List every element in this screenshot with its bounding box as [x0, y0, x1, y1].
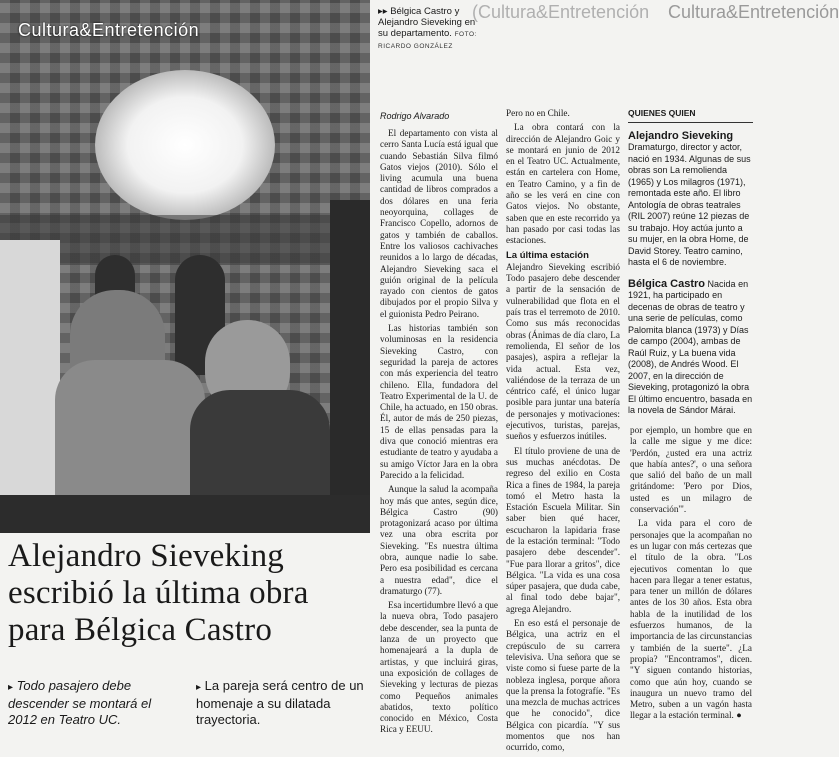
triangle-bullet-icon: ▸	[196, 682, 202, 693]
triangle-bullet-icon: ▸	[8, 682, 14, 693]
credit-label: FOTO:	[454, 31, 477, 38]
chandelier-light	[95, 70, 275, 220]
caption-text: Bélgica Castro y Alejandro Sieveking en su departamento.	[378, 6, 476, 39]
subheading: La última estación	[506, 249, 589, 261]
bleed-through-section: Cultura&Entretención	[668, 2, 839, 22]
bleed-through-title: (Cultura&Entretención	[472, 2, 650, 22]
paragraph: La vida para el coro de personajes que la acompañan no es un lugar con más certezas que el título de la obra. "Los ejecutivos comentan lo que hacen para llegar a tener estatus, para tener un millón de dólares antes de los 30 años. Esta obra habla de la inutilidad de los esfuerzos humanos, de la importancia de las circunstancias y también de la suerte". ¿La propia? "Encontramos", dicen. "Y siguen contando historias, como que aún hoy, cuando se inaugura un nuevo tramo del Metro, suben a un vagón hasta llegar a la estación terminal. ●	[630, 518, 752, 721]
article-column-3	[630, 425, 752, 725]
article-column-1	[380, 128, 498, 739]
profile-text: Dramaturgo, director y actor, nació en 1934. Algunas de sus obras son La remolienda (1965) y Los milagros (1971), remontada este año. El libro Antología de obras teatrales (RIL 2007) reúne 12 piezas de su trabajo. Hoy actúa junto a su mujer, en la obra Home, de David Storey. Teatro camino, hasta el 6 de noviembre.	[628, 142, 751, 267]
deck-item	[196, 678, 366, 728]
profile-name: Alejandro Sieveking	[628, 129, 734, 142]
byline: Rodrigo Alvarado	[380, 111, 450, 121]
caption-arrow-icon: ▸▸	[378, 6, 388, 17]
paragraph: El título proviene de una de sus muchas anécdotas. De regreso del exilio en Costa Rica a fines de 1984, la pareja tomó el Metro hasta la Estación Escuela Militar. Sin saber bien qué hacer, escucharon la lapidaria frase de la estación terminal: "Todo pasajero debe descender". "Fue para llorar a gritos", dice Bélgica. "La vida es una cosa súper pasajera, que duda cabe, al final todo debe bajar", agrega Alejandro.	[506, 445, 620, 614]
deck-text: Todo pasajero debe descender se montará el 2012 en Teatro UC.	[8, 678, 152, 727]
paragraph: La obra contará con la dirección de Alejandro Goic y se montará en junio de 2012 en el Teatro UC. Actualmente, están en cartelera con Home, en Teatro Camino, y a fin de año se les verá en cine con Gatos viejos. No obstante, saben que en este recorrido ya han pasado por casi todas las estaciones.	[506, 122, 620, 246]
profile-text: Nacida en 1921, ha participado en decenas de obras de teatro y una serie de películas, como Palomita blanca (1973) y Días de campo (2004), ambas de Raúl Ruiz, y La buena vida (2008), de Andrés Wood. El 2007, en la dirección de Sieveking, protagonizó la obra El último encuentro, basada en la novela de Sándor Márai.	[628, 278, 753, 415]
paragraph: Aunque la salud la acompaña hoy más que antes, según dice, Bélgica Castro (90) protagonizará acaso por última vez una obra escrita por Sieveking. "Es nuestra última obra, aunque nadie lo sabe. Pero esa posibilidad es cercana a nuestra edad", dice el dramaturgo (77).	[380, 484, 498, 596]
deck-item	[8, 678, 183, 728]
article-column-2	[506, 108, 620, 757]
headline: Alejandro Sieveking escribió la última obra para Bélgica Castro	[8, 538, 309, 648]
deck-text: La pareja será centro de un homenaje a su dilatada trayectoria.	[196, 678, 364, 727]
profile-sidebar	[628, 108, 753, 427]
paragraph: En eso está el personaje de Bélgica, una actriz en el crepúsculo de su carrera televisiva. Una señora que se viste como si fuese parte de la nobleza inglesa, porque añora que la prensa la fotografíe. "Es una mezcla de muchas actrices que he conocido", dice Bélgica con picardía. "Y sus momentos que nos han ocurrido, como,	[506, 618, 620, 753]
photo-caption	[378, 6, 478, 52]
section-title: Cultura&Entretención	[18, 20, 200, 40]
paragraph: Las historias también son voluminosas en la residencia Sieveking Castro, con seguridad la pareja de actores con más experiencia del teatro chileno. Ella, fundadora del Teatro Experimental de la U. de Chile, ha actuado, en 150 obras. Él, autor de más de 250 piezas, 15 de ellas pensadas para la diva que conoció mientras era estudiante de teatro y ayudaba a su amigo Víctor Jara en la obra Parecido a la felicidad.	[380, 323, 498, 480]
paragraph: Esa incertidumbre llevó a que la nueva obra, Todo pasajero debe descender, sea la punta de lanza de un proyecto que homenajeará a la dupla de artistas, y que incluirá giras, una exposición de collages de Sieveking y lecturas de piezas como Pequeños animales abatidos, texto político conocido en México, Costa Rica y EEUU.	[380, 600, 498, 735]
news-photo	[0, 0, 370, 533]
paragraph: Alejandro Sieveking escribió Todo pasajero debe descender a partir de la sensación de vulnerabilidad que flota en el país tras el terremoto de 2010. Como sus más reconocidas obras (Ánimas de día claro, La remolienda, El señor de los pasajes), aspira a reflejar la vida actual. Esta vez, valiéndose de la terraza de un céntrico café, el único lugar posible para juntar una batería de personajes y motivaciones: ejecutivos, turistas, parejas, sueños y esfuerzos inútiles.	[506, 261, 620, 442]
paragraph: por ejemplo, un hombre que en la calle me sigue y me dice: 'Perdón, ¿usted era una actriz que había antes?', o una señora que salió del baño de un mall gritándome: 'Pero por Dios, usted es un milagro de conservación'".	[630, 425, 752, 515]
profile-name: Bélgica Castro	[628, 277, 706, 290]
paragraph: Pero no en Chile.	[506, 108, 570, 118]
profile-castro	[628, 279, 753, 417]
profile-sieveking	[628, 131, 753, 269]
sidebar-heading: QUIENES QUIEN	[628, 108, 753, 123]
photo-credit: RICARDO GONZÁLEZ	[378, 43, 453, 50]
paragraph: El departamento con vista al cerro Santa Lucía está igual que cuando Sebastián Silva filmó Gatos viejos (2010). Sólo el living acumula una buena cantidad de libros comprados a dos dólares en una feria neoyorquina, collages de Francisco Copello, adornos de gatos y también de caballos. Entre los valiosos cachivaches reunidos a lo largo de décadas, Alejandro Sieveking saca el guión original de la película rayado con cientos de gatos dibujados por el propio Silva y el guionista Pedro Peirano.	[380, 128, 498, 319]
